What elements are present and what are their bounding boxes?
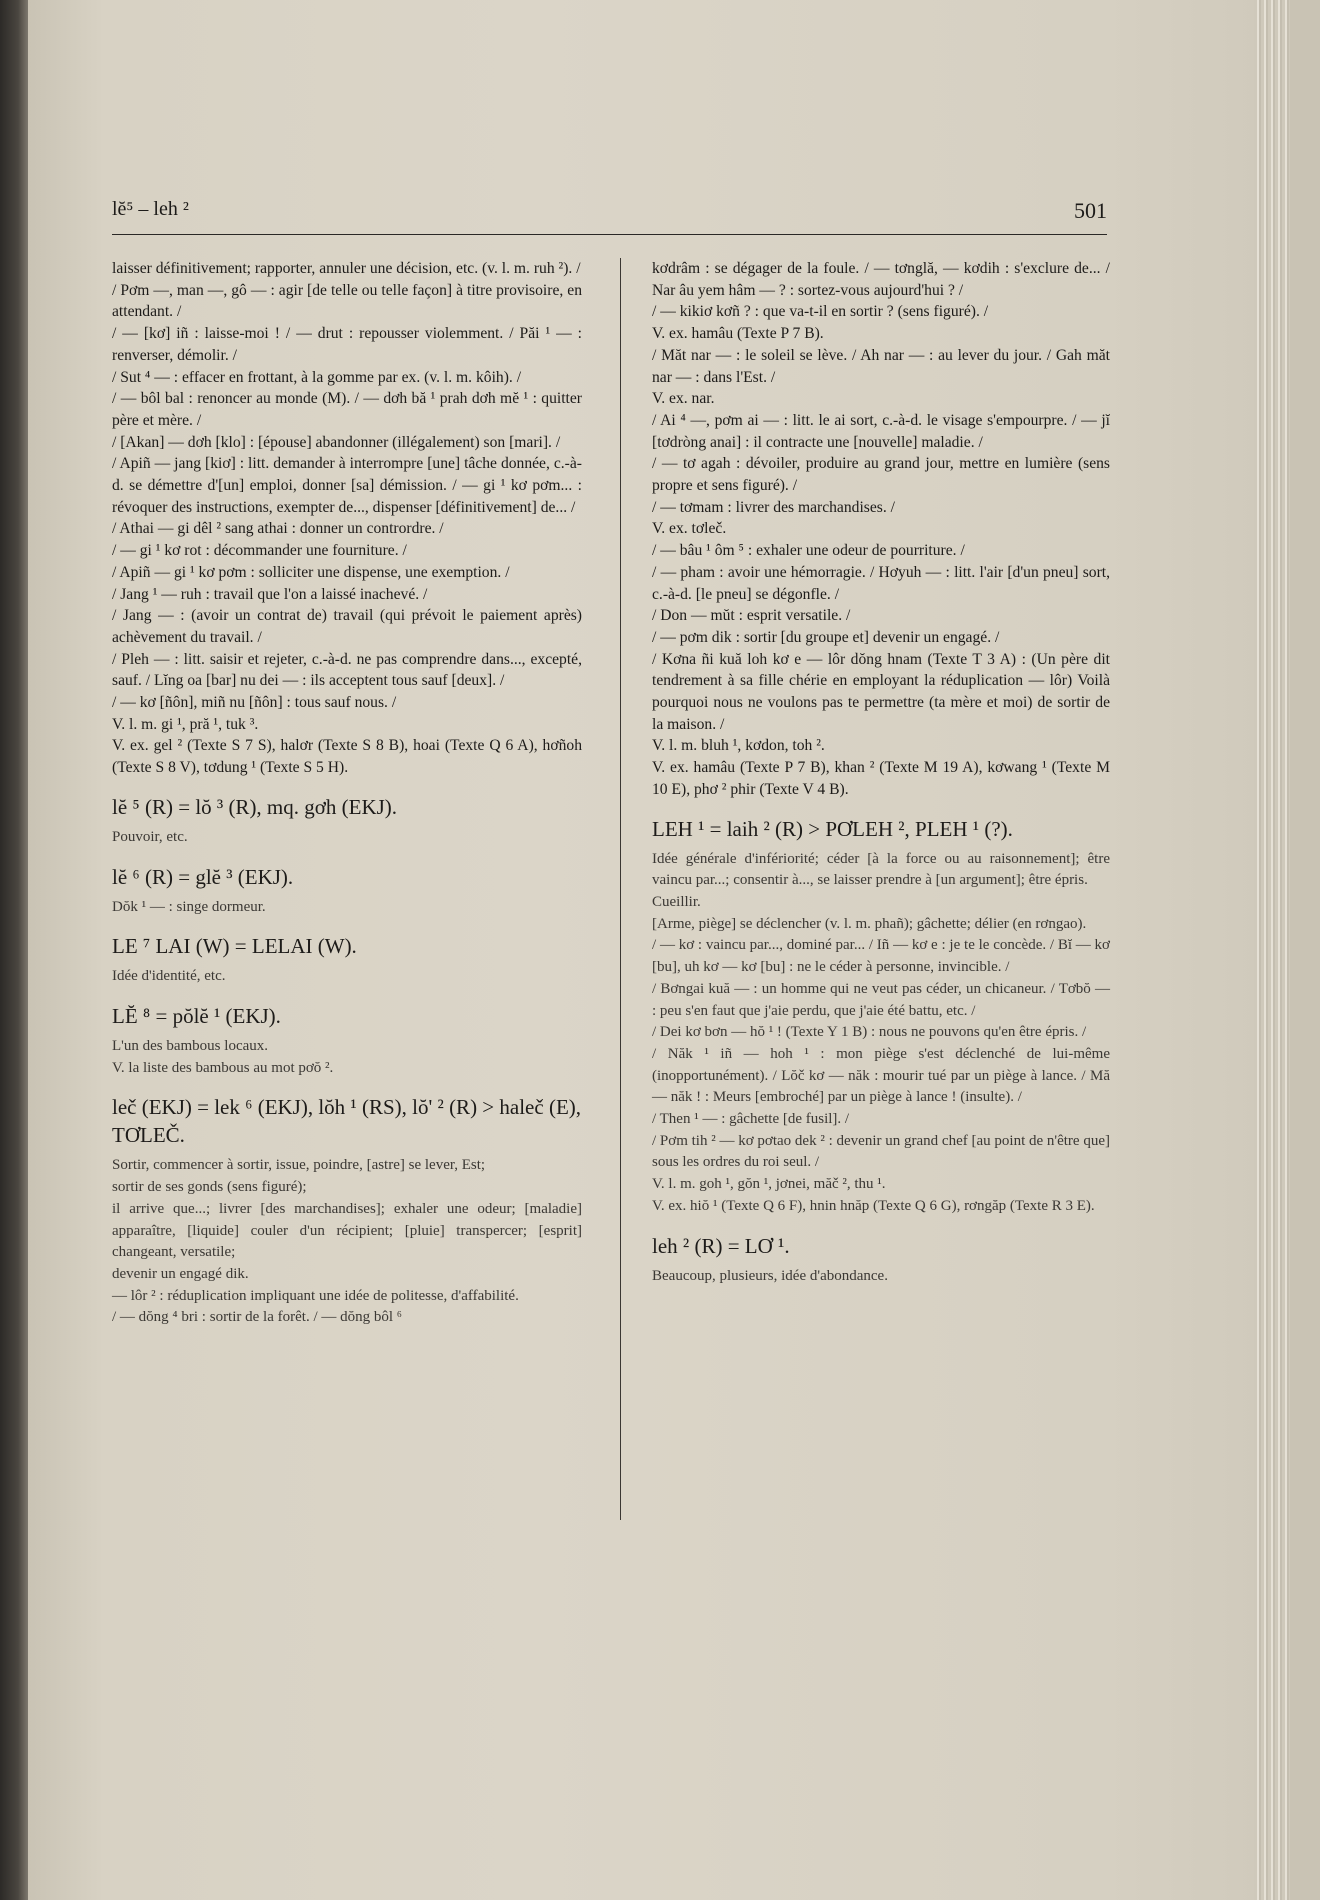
left-column — [112, 258, 582, 1329]
paragraph: / Apiñ — jang [kiơ] : litt. demander à interrompre [une] tâche donnée, c.-à-d. se démettre d'[un] emploi, donner [sa] démission. / — gi ¹ kơ pơm... : révoquer des instructions, exempter de..., dispenser [définitivement] de... / — [112, 455, 582, 516]
paragraph: / — kikiơ kơñ ? : que va-t-il en sortir ? (sens figuré). / — [652, 303, 989, 321]
paragraph: / Ai ⁴ —, pơm ai — : litt. le ai sort, c.-à-d. le visage s'empourpre. / — jĭ [tơdròng anai] : il contracte une [nouvelle] maladie. / — [652, 411, 1110, 451]
entry-head-leh2: leh ² (R) = LƠ ¹. — [652, 1233, 790, 1258]
header-rule — [112, 234, 1107, 235]
paragraph: / — pham : avoir une hémorragie. / Hơyuh — : litt. l'air [d'un pneu] sort, c.-à-d. [le pneu] se dégonfle. / — [652, 563, 1110, 603]
paragraph: / — [kơ] iñ : laisse-moi ! / — drut : repousser violemment. / Păi ¹ — : renverser, démolir. / — [112, 325, 582, 364]
entry-body: Pouvoir, etc. — [112, 828, 188, 845]
paragraph: V. ex. hamâu (Texte P 7 B), khan ² (Texte M 19 A), kơwang ¹ (Texte M 10 E), phơ ² phir (Texte V 4 B). — [652, 759, 1110, 798]
entry-body: devenir un engagé dik. — [112, 1265, 249, 1282]
entry-body: sortir de ses gonds (sens figuré); — [112, 1179, 307, 1196]
entry-body: Idée d'identité, etc. — [112, 968, 226, 985]
entry-body: / Năk ¹ iñ — hoh ¹ : mon piège s'est déclenché de lui-même (inopportunément). / Lŏč kơ — năk : mourir tué par un piège à lance. / Mă — năk ! : Meurs [embroché] par un piège à lance ! (insulte). / — [652, 1045, 1110, 1106]
paragraph: / Pleh — : litt. saisir et rejeter, c.-à-d. ne pas comprendre dans..., excepté, sauf. / Lĭng oa [bar] nu dei — : ils acceptent tous sauf [deux]. / — [112, 650, 582, 690]
paragraph: V. l. m. gi ¹, pră ¹, tuk ³. — [112, 715, 259, 733]
page-edges — [1254, 0, 1290, 1900]
paragraph: laisser définitivement; rapporter, annuler une décision, etc. (v. l. m. ruh ²). / — [112, 260, 581, 277]
entry-body: Idée générale d'infériorité; céder [à la force ou au raisonnement]; être vaincu par...; consentir à..., se laisser prendre à [un argument]; être épris. — [652, 850, 1110, 889]
paragraph: / — tơ agah : dévoiler, produire au grand jour, mettre en lumière (sens propre et sens figuré). / — [652, 455, 1110, 495]
running-head-left: lĕ⁵ – leh ² — [112, 198, 189, 220]
paragraph: / Jang ¹ — ruh : travail que l'on a laissé inachevé. / — [112, 585, 428, 603]
right-column — [652, 258, 1110, 1287]
paragraph: / Kơna ñi kuă loh kơ e — lôr dŏng hnam (Texte T 3 A) : (Un père dit tendrement à sa fille chérie en employant la réduplication — lôr) Voilà pourquoi nous ne voulons pas te permettre (ta mère et moi) de sortir de la maison. / — [652, 650, 1110, 733]
paragraph: V. ex. gel ² (Texte S 7 S), halơr (Texte S 8 B), hoai (Texte Q 6 A), hơñoh (Texte S 8 V), tơdung ¹ (Texte S 5 H). — [112, 737, 582, 777]
paragraph: V. l. m. bluh ¹, kơdon, toh ². — [652, 737, 825, 755]
paragraph: / Athai — gi dêl ² sang athai : donner un contrordre. / — [112, 520, 444, 538]
paragraph: V. ex. hamâu (Texte P 7 B). — [652, 325, 824, 343]
paragraph: / Sut ⁴ — : effacer en frottant, à la gomme par ex. (v. l. m. kôih). / — [112, 368, 522, 386]
entry-body: Sortir, commencer à sortir, issue, poindre, [astre] se lever, Est; — [112, 1157, 486, 1174]
paragraph: V. ex. nar. — [652, 390, 715, 408]
entry-body: / Bơngai kuă — : un homme qui ne veut pas céder, un chicaneur. / Tơbŏ — : peu s'en faut que j'aie perdu, que j'aie été battu, etc. / — [652, 980, 1110, 1019]
entry-body: / Dei kơ bơn — hŏ ¹ ! (Texte Y 1 B) : nous ne pouvons qu'en être épris. / — [652, 1024, 1087, 1041]
entry-head-leh1: LEH ¹ = laih ² (R) > PƠLEH ², PLEH ¹ (?). — [652, 816, 1013, 841]
paragraph: / — bâu ¹ ôm ⁵ : exhaler une odeur de pourriture. / — [652, 542, 965, 560]
paragraph: / [Akan] — dơh [klo] : [épouse] abandonner (illégalement) son [mari]. / — [112, 433, 561, 451]
entry-body: V. ex. hiŏ ¹ (Texte Q 6 F), hnin hnăp (Texte Q 6 G), rơngăp (Texte R 3 E). — [652, 1197, 1095, 1214]
entry-body: / — dŏng ⁴ bri : sortir de la forêt. / — dŏng bôl ⁶ — [112, 1309, 403, 1326]
entry-body: il arrive que...; livrer [des marchandises]; exhaler une odeur; [maladie] apparaître, [liquide] couler d'un récipient; [pluie] transpercer; [esprit] changeant, versatile; — [112, 1200, 582, 1261]
paragraph: / Apiñ — gi ¹ kơ pơm : solliciter une dispense, une exemption. / — [112, 563, 510, 581]
entry-head-le8: LĔ ⁸ = pŏlĕ ¹ (EKJ). — [112, 1003, 281, 1028]
paragraph: kơdrâm : se dégager de la foule. / — tơnglă, — kơdih : s'exclure de... / Nar âu yem hâm — ? : sortez-vous aujourd'hui ? / — [652, 260, 1110, 299]
paragraph: / Don — mŭt : esprit versatile. / — [652, 607, 851, 625]
running-head — [112, 198, 1107, 234]
paragraph: / — tơmam : livrer des marchandises. / — [652, 498, 895, 516]
entry-head-lec: leč (EKJ) = lek ⁶ (EKJ), lŏh ¹ (RS), lŏ' ² (R) > haleč (E), TƠLEČ. — [112, 1095, 582, 1148]
entry-body: / Pơm tih ² — kơ pơtao dek ² : devenir un grand chef [au point de n'être que] sous les ordres du roi seul. / — [652, 1132, 1110, 1171]
entry-head-le5: lĕ ⁵ (R) = lŏ ³ (R), mq. gơh (EKJ). — [112, 794, 398, 819]
entry-body: Cueillir. — [652, 893, 701, 910]
entry-body: V. la liste des bambous au mot pơŏ ². — [112, 1059, 334, 1076]
entry-body: / Then ¹ — : gâchette [de fusil]. / — [652, 1111, 850, 1128]
entry-head-le6: lĕ ⁶ (R) = glĕ ³ (EKJ). — [112, 864, 294, 889]
entry-body: L'un des bambous locaux. — [112, 1037, 269, 1054]
column-divider — [620, 258, 621, 1520]
entry-body: Dŏk ¹ — : singe dormeur. — [112, 898, 266, 915]
paragraph: / — gi ¹ kơ rot : décommander une fourniture. / — [112, 542, 407, 560]
entry-head-le7: LE ⁷ LAI (W) = LELAI (W). — [112, 934, 357, 959]
entry-body: — lôr ² : réduplication impliquant une idée de politesse, d'affabilité. — [112, 1287, 519, 1304]
entry-body: V. l. m. goh ¹, gŏn ¹, jơnei, măč ², thu ¹. — [652, 1176, 886, 1193]
entry-body: Beaucoup, plusieurs, idée d'abondance. — [652, 1267, 888, 1284]
paragraph: / — pơm dik : sortir [du groupe et] devenir un engagé. / — [652, 628, 1000, 646]
paragraph: / Măt nar — : le soleil se lève. / Ah nar — : au lever du jour. / Gah măt nar — : dans l'Est. / — [652, 346, 1110, 386]
paragraph: / Pơm —, man —, gô — : agir [de telle ou telle façon] à titre provisoire, en attendant. / — [112, 281, 582, 321]
paragraph: / — bôl bal : renoncer au monde (M). / — dơh bă ¹ prah dơh mĕ ¹ : quitter père et mère. / — [112, 390, 582, 429]
paragraph: V. ex. tơleč. — [652, 520, 727, 538]
page-number: 501 — [1074, 198, 1107, 223]
paragraph: / — kơ [ñôn], miñ nu [ñôn] : tous sauf nous. / — [112, 694, 397, 712]
entry-body: / — kơ : vaincu par..., dominé par... / Iñ — kơ e : je te le concède. / Bĭ — kơ [bu], uh kơ — kơ [bu] : ne le céder à personne, invincible. / — [652, 937, 1110, 976]
paragraph: / Jang — : (avoir un contrat de) travail (qui prévoit le paiement après) achèvement du travail. / — [112, 607, 582, 646]
entry-body: [Arme, piège] se déclencher (v. l. m. phañ); gâchette; délier (en rơngao). — [652, 915, 1087, 932]
